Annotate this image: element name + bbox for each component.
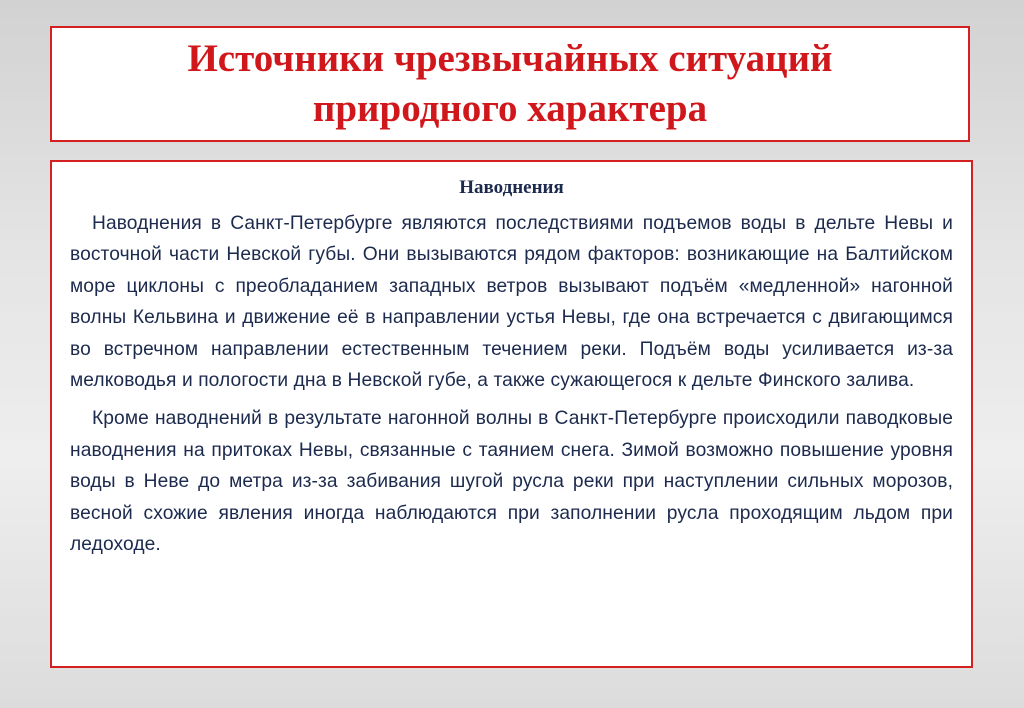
- section-heading: Наводнения: [459, 177, 564, 198]
- slide-title: [187, 34, 832, 134]
- slide-title-line-2: природного характера: [312, 87, 708, 130]
- slide-title-line-1: Источники чрезвычайных ситуаций: [187, 37, 833, 80]
- paragraph-2: Кроме наводнений в результате нагонной волны в Санкт-Петербурге происходили паводковые наводнения на притоках Невы, связанные с таянием снега. Зимой возможно повышение уровня воды в Неве до метра из-за забивания шугой русла реки при наступлении сильных морозов, весной схожие явления иногда наблюдаются при заполнении русла проходящим льдом при ледоходе.: [70, 408, 953, 556]
- content-box: [50, 160, 973, 668]
- title-box: [50, 26, 970, 142]
- paragraph-1: Наводнения в Санкт-Петербурге являются последствиями подъемов воды в дельте Невы и восточной части Невской губы. Они вызываются рядом факторов: возникающие на Балтийском море циклоны с преобладанием западных ветров вызывают подъём «медленной» нагонной волны Кельвина и движение её в направлении устья Невы, где она встречается с двигающимся во встречном направлении естественным течением реки. Подъём воды усиливается из-за мелководья и пологости дна в Невской губе, а также сужающегося к дельте Финского залива.: [70, 213, 953, 392]
